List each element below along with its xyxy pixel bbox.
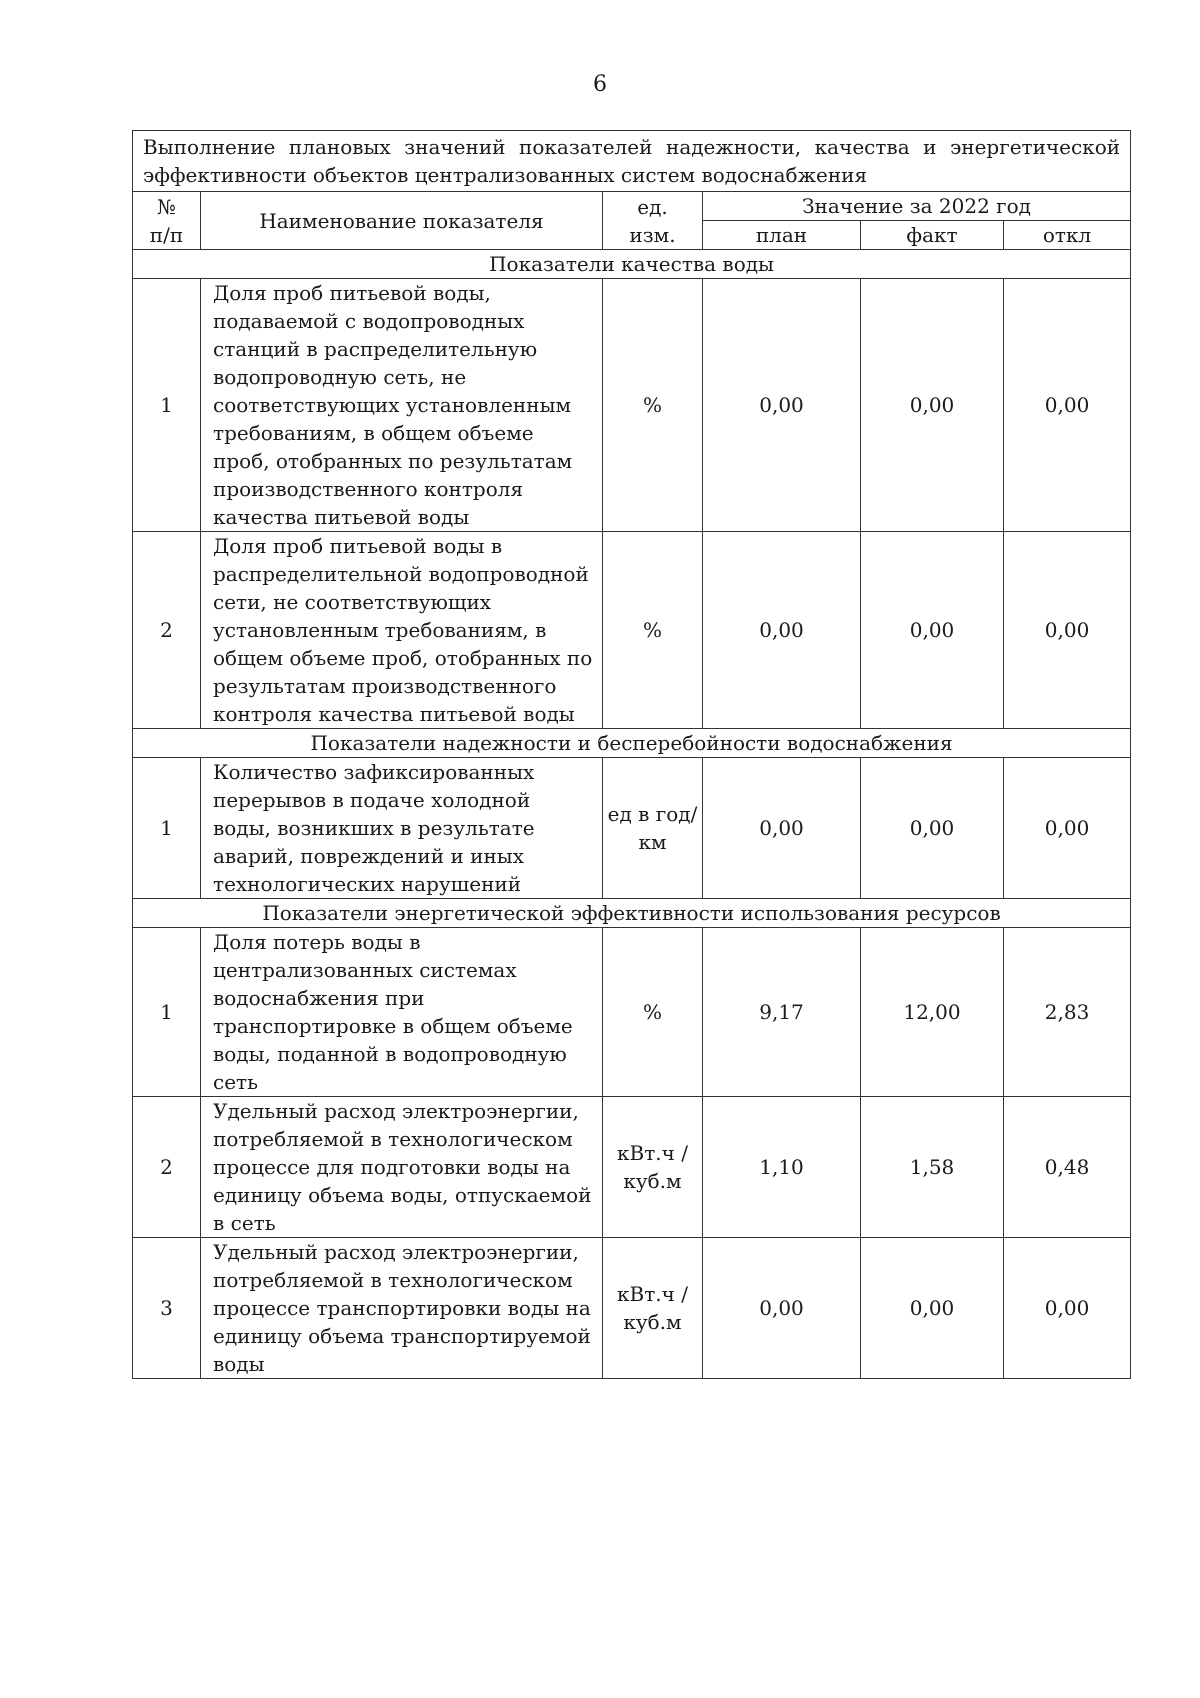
page-number: 6 [593, 72, 607, 97]
header-unit-line1: ед. [637, 194, 668, 219]
row-fact: 0,00 [861, 1238, 1004, 1379]
header-num-line2: п/п [149, 222, 184, 247]
header-fact: факт [861, 221, 1004, 250]
row-name: Доля потерь воды в централизованных системах водоснабжения при транспортировке в общем объеме воды, поданной в водопроводную сеть [201, 928, 603, 1097]
row-deviation: 0,00 [1004, 532, 1131, 729]
row-deviation: 0,00 [1004, 1238, 1131, 1379]
section-title: Показатели качества воды [133, 250, 1131, 279]
header-deviation: откл [1004, 221, 1131, 250]
row-fact: 0,00 [861, 279, 1004, 532]
row-unit: % [603, 532, 703, 729]
row-plan: 0,00 [703, 758, 861, 899]
row-name: Удельный расход электроэнергии, потребляемой в технологическом процессе для подготовки воды на единицу объема воды, отпускаемой в сеть [201, 1097, 603, 1238]
row-fact: 12,00 [861, 928, 1004, 1097]
table-title: Выполнение плановых значений показателей надежности, качества и энергетической эффективности объектов централизованных систем водоснабжения [133, 131, 1131, 192]
row-name: Количество зафиксированных перерывов в подаче холодной воды, возникших в результате аварий, повреждений и иных технологических нарушений [201, 758, 603, 899]
row-deviation: 0,48 [1004, 1097, 1131, 1238]
header-num-line1: № [157, 194, 176, 219]
row-fact: 1,58 [861, 1097, 1004, 1238]
row-num: 2 [133, 1097, 201, 1238]
section-title: Показатели энергетической эффективности использования ресурсов [133, 899, 1131, 928]
row-deviation: 0,00 [1004, 279, 1131, 532]
table-row [133, 1238, 1131, 1379]
table-row [133, 1097, 1131, 1238]
header-plan: план [703, 221, 861, 250]
row-unit: кВт.ч / куб.м [603, 1097, 703, 1238]
row-plan: 1,10 [703, 1097, 861, 1238]
table-row [133, 279, 1131, 532]
row-fact: 0,00 [861, 532, 1004, 729]
table-row [133, 928, 1131, 1097]
section-title: Показатели надежности и бесперебойности водоснабжения [133, 729, 1131, 758]
header-num [133, 192, 201, 250]
header-name: Наименование показателя [201, 192, 603, 250]
row-num: 2 [133, 532, 201, 729]
row-plan: 0,00 [703, 532, 861, 729]
row-deviation: 0,00 [1004, 758, 1131, 899]
table-row [133, 532, 1131, 729]
row-name: Доля проб питьевой воды, подаваемой с водопроводных станций в распределительную водопроводную сеть, не соответствующих установленным требованиям, в общем объеме проб, отобранных по результатам производственного контроля качества питьевой воды [201, 279, 603, 532]
header-unit [603, 192, 703, 250]
row-num: 1 [133, 758, 201, 899]
row-plan: 0,00 [703, 1238, 861, 1379]
header-unit-line2: изм. [629, 222, 676, 247]
header-value-group: Значение за 2022 год [703, 192, 1131, 221]
row-num: 3 [133, 1238, 201, 1379]
row-num: 1 [133, 928, 201, 1097]
row-unit: ед в год/ км [603, 758, 703, 899]
indicators-table [132, 130, 1131, 1379]
row-plan: 9,17 [703, 928, 861, 1097]
row-fact: 0,00 [861, 758, 1004, 899]
table-row [133, 758, 1131, 899]
row-name: Доля проб питьевой воды в распределительной водопроводной сети, не соответствующих установленным требованиям, в общем объеме проб, отобранных по результатам производственного контроля качества питьевой воды [201, 532, 603, 729]
row-plan: 0,00 [703, 279, 861, 532]
row-unit: кВт.ч / куб.м [603, 1238, 703, 1379]
row-unit: % [603, 928, 703, 1097]
row-unit: % [603, 279, 703, 532]
row-name: Удельный расход электроэнергии, потребляемой в технологическом процессе транспортировки воды на единицу объема транспортируемой воды [201, 1238, 603, 1379]
row-deviation: 2,83 [1004, 928, 1131, 1097]
row-num: 1 [133, 279, 201, 532]
